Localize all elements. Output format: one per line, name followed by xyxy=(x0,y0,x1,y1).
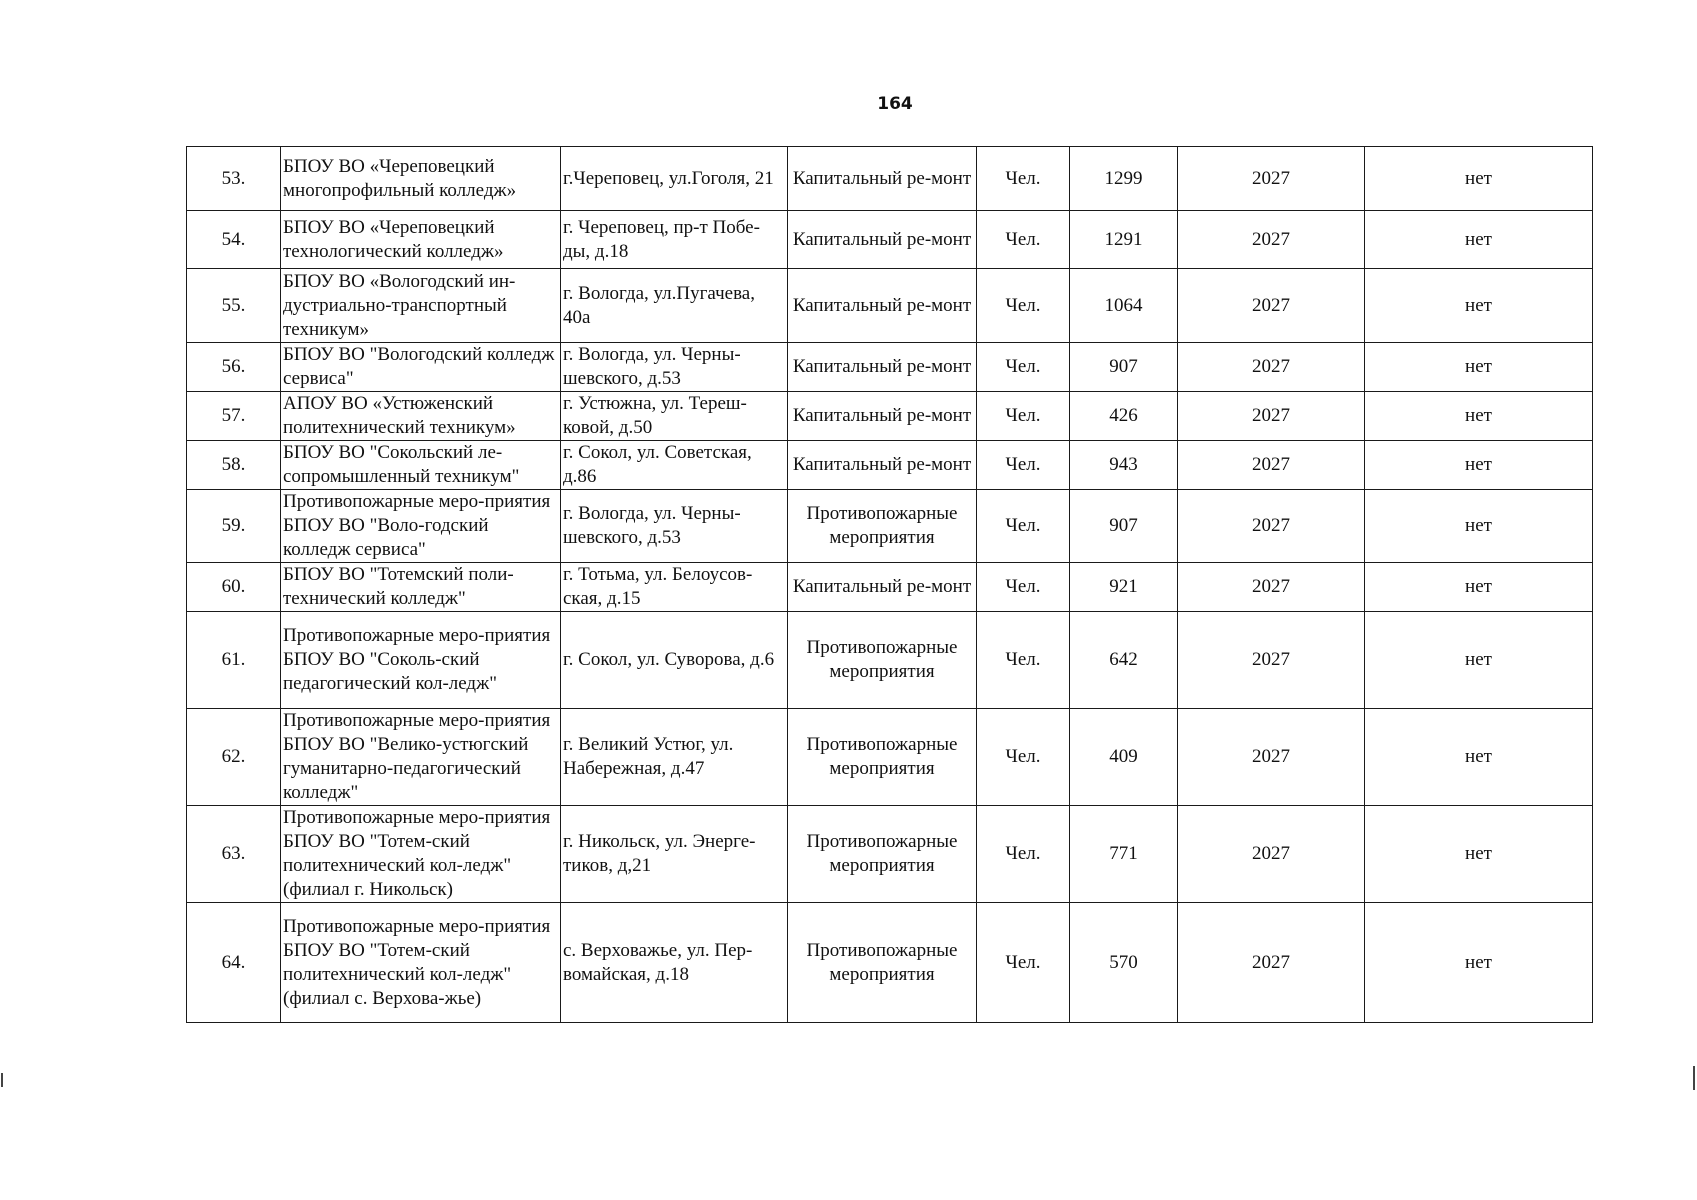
cell-quantity: 943 xyxy=(1070,441,1178,490)
cell-unit: Чел. xyxy=(977,563,1070,612)
cell-note: нет xyxy=(1365,563,1593,612)
table-row xyxy=(187,211,1593,269)
cell-institution-name: БПОУ ВО "Тотемский поли-технический колледж" xyxy=(281,563,561,612)
cell-row-number: 56. xyxy=(187,343,281,392)
cell-note: нет xyxy=(1365,147,1593,211)
cell-quantity: 642 xyxy=(1070,612,1178,709)
left-edge-mark xyxy=(1,1073,3,1087)
cell-quantity: 907 xyxy=(1070,343,1178,392)
cell-year: 2027 xyxy=(1178,392,1365,441)
table-row xyxy=(187,903,1593,1023)
cell-year: 2027 xyxy=(1178,709,1365,806)
cell-quantity: 1064 xyxy=(1070,269,1178,343)
cell-year: 2027 xyxy=(1178,211,1365,269)
table-row xyxy=(187,441,1593,490)
table-row xyxy=(187,806,1593,903)
cell-year: 2027 xyxy=(1178,903,1365,1023)
cell-note: нет xyxy=(1365,709,1593,806)
cell-address: г. Устюжна, ул. Тереш-ковой, д.50 xyxy=(561,392,788,441)
cell-note: нет xyxy=(1365,612,1593,709)
cell-work-type: Капитальный ре-монт xyxy=(788,563,977,612)
cell-year: 2027 xyxy=(1178,441,1365,490)
cell-work-type: Капитальный ре-монт xyxy=(788,269,977,343)
cell-note: нет xyxy=(1365,269,1593,343)
cell-address: г. Тотьма, ул. Белоусов-ская, д.15 xyxy=(561,563,788,612)
table-row xyxy=(187,563,1593,612)
cell-institution-name: БПОУ ВО «Череповецкий технологический колледж» xyxy=(281,211,561,269)
table-row xyxy=(187,490,1593,563)
cell-unit: Чел. xyxy=(977,490,1070,563)
cell-institution-name: Противопожарные меро-приятия БПОУ ВО "Велико-устюгский гуманитарно-педагогический колледж" xyxy=(281,709,561,806)
table-row xyxy=(187,147,1593,211)
cell-year: 2027 xyxy=(1178,806,1365,903)
cell-quantity: 570 xyxy=(1070,903,1178,1023)
cell-row-number: 55. xyxy=(187,269,281,343)
table-body xyxy=(187,147,1593,1023)
cell-institution-name: АПОУ ВО «Устюженский политехнический техникум» xyxy=(281,392,561,441)
cell-row-number: 63. xyxy=(187,806,281,903)
cell-row-number: 54. xyxy=(187,211,281,269)
cell-institution-name: Противопожарные меро-приятия БПОУ ВО "Тотем-ский политехнический кол-ледж" (филиал г. Никольск) xyxy=(281,806,561,903)
cell-year: 2027 xyxy=(1178,612,1365,709)
cell-unit: Чел. xyxy=(977,441,1070,490)
cell-address: г. Вологда, ул. Черны-шевского, д.53 xyxy=(561,343,788,392)
table-row xyxy=(187,612,1593,709)
cell-note: нет xyxy=(1365,903,1593,1023)
cell-work-type: Капитальный ре-монт xyxy=(788,441,977,490)
cell-work-type: Капитальный ре-монт xyxy=(788,392,977,441)
cell-address: г. Никольск, ул. Энерге-тиков, д,21 xyxy=(561,806,788,903)
cell-institution-name: БПОУ ВО «Череповецкий многопрофильный колледж» xyxy=(281,147,561,211)
cell-year: 2027 xyxy=(1178,563,1365,612)
cell-note: нет xyxy=(1365,392,1593,441)
cell-unit: Чел. xyxy=(977,343,1070,392)
cell-quantity: 1291 xyxy=(1070,211,1178,269)
cell-row-number: 61. xyxy=(187,612,281,709)
cell-institution-name: БПОУ ВО "Вологодский колледж сервиса" xyxy=(281,343,561,392)
cell-row-number: 58. xyxy=(187,441,281,490)
cell-quantity: 426 xyxy=(1070,392,1178,441)
cell-work-type: Противопожарные мероприятия xyxy=(788,806,977,903)
cell-note: нет xyxy=(1365,211,1593,269)
cell-institution-name: Противопожарные меро-приятия БПОУ ВО "Соколь-ский педагогический кол-ледж" xyxy=(281,612,561,709)
cell-year: 2027 xyxy=(1178,343,1365,392)
cell-unit: Чел. xyxy=(977,211,1070,269)
cell-row-number: 64. xyxy=(187,903,281,1023)
cell-address: г. Череповец, пр-т Побе-ды, д.18 xyxy=(561,211,788,269)
cell-year: 2027 xyxy=(1178,490,1365,563)
cell-address: г. Вологда, ул.Пугачева, 40а xyxy=(561,269,788,343)
cell-unit: Чел. xyxy=(977,709,1070,806)
cell-institution-name: БПОУ ВО "Сокольский ле-сопромышленный техникум" xyxy=(281,441,561,490)
cell-year: 2027 xyxy=(1178,269,1365,343)
cell-work-type: Противопожарные мероприятия xyxy=(788,490,977,563)
cell-note: нет xyxy=(1365,441,1593,490)
cell-quantity: 771 xyxy=(1070,806,1178,903)
cell-unit: Чел. xyxy=(977,612,1070,709)
table-row xyxy=(187,392,1593,441)
cell-address: г. Сокол, ул. Суворова, д.6 xyxy=(561,612,788,709)
cell-quantity: 1299 xyxy=(1070,147,1178,211)
cell-row-number: 57. xyxy=(187,392,281,441)
cell-work-type: Капитальный ре-монт xyxy=(788,211,977,269)
cell-work-type: Противопожарные мероприятия xyxy=(788,709,977,806)
cell-quantity: 409 xyxy=(1070,709,1178,806)
cell-quantity: 921 xyxy=(1070,563,1178,612)
cell-quantity: 907 xyxy=(1070,490,1178,563)
cell-work-type: Капитальный ре-монт xyxy=(788,343,977,392)
cell-work-type: Противопожарные мероприятия xyxy=(788,612,977,709)
cell-note: нет xyxy=(1365,806,1593,903)
cell-address: г. Вологда, ул. Черны-шевского, д.53 xyxy=(561,490,788,563)
table-row xyxy=(187,709,1593,806)
cell-row-number: 60. xyxy=(187,563,281,612)
cell-year: 2027 xyxy=(1178,147,1365,211)
cell-institution-name: Противопожарные меро-приятия БПОУ ВО "Воло-годский колледж сервиса" xyxy=(281,490,561,563)
cell-address: г.Череповец, ул.Гоголя, 21 xyxy=(561,147,788,211)
right-edge-mark xyxy=(1693,1066,1695,1090)
cell-unit: Чел. xyxy=(977,269,1070,343)
facilities-table xyxy=(186,146,1593,1023)
cell-row-number: 59. xyxy=(187,490,281,563)
cell-note: нет xyxy=(1365,490,1593,563)
cell-work-type: Противопожарные мероприятия xyxy=(788,903,977,1023)
cell-institution-name: БПОУ ВО «Вологодский ин-дустриально-транспортный техникум» xyxy=(281,269,561,343)
cell-row-number: 53. xyxy=(187,147,281,211)
cell-address: с. Верховажье, ул. Пер-вомайская, д.18 xyxy=(561,903,788,1023)
cell-unit: Чел. xyxy=(977,903,1070,1023)
cell-unit: Чел. xyxy=(977,392,1070,441)
cell-note: нет xyxy=(1365,343,1593,392)
page-number: 164 xyxy=(877,94,913,114)
cell-unit: Чел. xyxy=(977,147,1070,211)
cell-address: г. Великий Устюг, ул. Набережная, д.47 xyxy=(561,709,788,806)
table-row xyxy=(187,269,1593,343)
table-row xyxy=(187,343,1593,392)
cell-row-number: 62. xyxy=(187,709,281,806)
cell-institution-name: Противопожарные меро-приятия БПОУ ВО "Тотем-ский политехнический кол-ледж" (филиал с. Верхова-жье) xyxy=(281,903,561,1023)
cell-address: г. Сокол, ул. Советская, д.86 xyxy=(561,441,788,490)
cell-unit: Чел. xyxy=(977,806,1070,903)
cell-work-type: Капитальный ре-монт xyxy=(788,147,977,211)
